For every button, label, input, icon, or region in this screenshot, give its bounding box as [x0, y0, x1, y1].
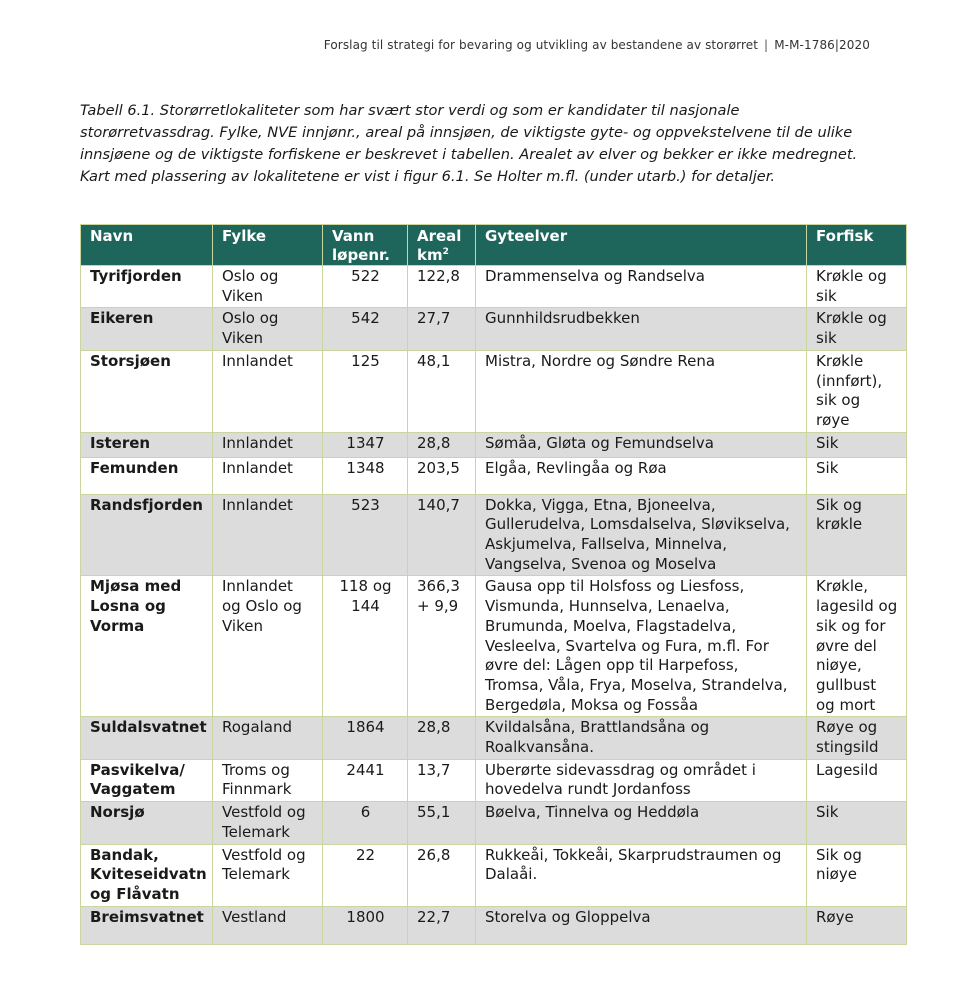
cell-navn: Tyrifjorden: [81, 266, 213, 308]
table-row: [81, 266, 907, 308]
header-navn: Navn: [81, 225, 213, 266]
cell-navn: Suldalsvatnet: [81, 717, 213, 759]
cell-forfisk: Sik: [807, 432, 907, 457]
header-areal-line1: Areal: [417, 227, 462, 245]
cell-forfisk: Sik og niøye: [807, 844, 907, 906]
table-header-row: [81, 225, 907, 266]
cell-vann: 118 og 144: [323, 576, 408, 717]
cell-areal: 28,8: [408, 432, 476, 457]
cell-forfisk: Sik: [807, 802, 907, 844]
cell-vann: 522: [323, 266, 408, 308]
table-caption: Tabell 6.1. Storørretlokaliteter som har svært stor verdi og som er kandidater til nasjonale storørretvassdrag. Fylke, NVE innjønr., areal på innsjøen, de viktigste gyte- og oppvekstelvene til de ulike innsjøene og de viktigste forfiskene er beskrevet i tabellen. Arealet av elver og bekker er ikke medregnet. Kart med plassering av lokalitetene er vist i figur 6.1. Se Holter m.fl. (under utarb.) for detaljer.: [80, 102, 858, 185]
cell-areal: 48,1: [408, 350, 476, 432]
cell-forfisk: Krøkle, lagesild og sik og for øvre del niøye, gullbust og mort: [807, 576, 907, 717]
header-areal-sup: 2: [442, 246, 449, 257]
cell-vann: 125: [323, 350, 408, 432]
header-fylke: Fylke: [213, 225, 323, 266]
cell-areal: 26,8: [408, 844, 476, 906]
table-row: [81, 759, 907, 801]
cell-gyteelver: Rukkeåi, Tokkeåi, Skarprudstraumen og Dalaåi.: [476, 844, 807, 906]
cell-areal: 203,5: [408, 457, 476, 494]
cell-fylke: Innlandet: [213, 350, 323, 432]
cell-forfisk: Krøkle og sik: [807, 266, 907, 308]
cell-fylke: Innlandet: [213, 432, 323, 457]
cell-vann: 523: [323, 494, 408, 576]
cell-areal: 28,8: [408, 717, 476, 759]
report-number: M-M-1786|2020: [774, 38, 870, 52]
cell-areal: 27,7: [408, 308, 476, 350]
table-row: [81, 906, 907, 944]
cell-areal: 13,7: [408, 759, 476, 801]
cell-fylke: Vestfold og Telemark: [213, 802, 323, 844]
cell-fylke: Vestland: [213, 906, 323, 944]
header-areal: [408, 225, 476, 266]
cell-areal: 55,1: [408, 802, 476, 844]
cell-gyteelver: Storelva og Gloppelva: [476, 906, 807, 944]
cell-navn: Isteren: [81, 432, 213, 457]
cell-fylke: Vestfold og Telemark: [213, 844, 323, 906]
cell-fylke: Innlandet: [213, 494, 323, 576]
cell-navn: Breimsvatnet: [81, 906, 213, 944]
cell-navn: Mjøsa med Losna og Vorma: [81, 576, 213, 717]
cell-forfisk: Sik: [807, 457, 907, 494]
cell-vann: 1800: [323, 906, 408, 944]
cell-vann: 1347: [323, 432, 408, 457]
cell-forfisk: Krøkle og sik: [807, 308, 907, 350]
cell-areal: 22,7: [408, 906, 476, 944]
cell-navn: Pasvikelva/ Vaggatem: [81, 759, 213, 801]
cell-navn: Bandak, Kviteseidvatn og Flåvatn: [81, 844, 213, 906]
cell-navn: Norsjø: [81, 802, 213, 844]
table-row: [81, 576, 907, 717]
cell-fylke: Oslo og Viken: [213, 308, 323, 350]
cell-gyteelver: Bøelva, Tinnelva og Heddøla: [476, 802, 807, 844]
cell-navn: Randsfjorden: [81, 494, 213, 576]
cell-navn: Femunden: [81, 457, 213, 494]
cell-gyteelver: Mistra, Nordre og Søndre Rena: [476, 350, 807, 432]
page-header: [324, 38, 870, 52]
cell-gyteelver: Elgåa, Revlingåa og Røa: [476, 457, 807, 494]
table-row: [81, 457, 907, 494]
cell-fylke: Rogaland: [213, 717, 323, 759]
cell-vann: 6: [323, 802, 408, 844]
table-row: [81, 308, 907, 350]
cell-navn: Eikeren: [81, 308, 213, 350]
header-vann-line1: Vann: [332, 227, 375, 245]
cell-gyteelver: Kvildalsåna, Brattlandsåna og Roalkvansåna.: [476, 717, 807, 759]
header-areal-line2: km: [417, 245, 443, 264]
cell-areal: 122,8: [408, 266, 476, 308]
cell-forfisk: Lagesild: [807, 759, 907, 801]
table-row: [81, 844, 907, 906]
header-separator: |: [764, 38, 769, 52]
cell-fylke: Troms og Finnmark: [213, 759, 323, 801]
cell-areal: 366,3 + 9,9: [408, 576, 476, 717]
cell-navn: Storsjøen: [81, 350, 213, 432]
cell-forfisk: Sik og krøkle: [807, 494, 907, 576]
cell-vann: 1864: [323, 717, 408, 759]
header-vann: [323, 225, 408, 266]
cell-vann: 2441: [323, 759, 408, 801]
cell-gyteelver: Sømåa, Gløta og Femundselva: [476, 432, 807, 457]
cell-vann: 22: [323, 844, 408, 906]
header-vann-line2: løpenr.: [332, 245, 390, 264]
table-row: [81, 432, 907, 457]
cell-forfisk: Røye og stingsild: [807, 717, 907, 759]
cell-fylke: Innlandet og Oslo og Viken: [213, 576, 323, 717]
cell-gyteelver: Gausa opp til Holsfoss og Liesfoss, Vismunda, Hunnselva, Lenaelva, Brumunda, Moelva, Flagstadelva, Vesleelva, Svartelva og Fura, m.fl. For øvre del: Lågen opp til Harpefoss, Tromsa, Våla, Frya, Moselva, Strandelva, Bergedøla, Moksa og Fossåa: [476, 576, 807, 717]
table-row: [81, 494, 907, 576]
cell-vann: 1348: [323, 457, 408, 494]
report-title: Forslag til strategi for bevaring og utvikling av bestandene av storørret: [323, 38, 759, 52]
table-row: [81, 802, 907, 844]
cell-areal: 140,7: [408, 494, 476, 576]
cell-fylke: Oslo og Viken: [213, 266, 323, 308]
cell-gyteelver: Dokka, Vigga, Etna, Bjoneelva, Gullerudelva, Lomsdalselva, Sløvikselva, Askjumelva, Fallselva, Minnelva, Vangselva, Svenoa og Moselva: [476, 494, 807, 576]
header-gyteelver: Gyteelver: [476, 225, 807, 266]
locality-table: [80, 224, 907, 945]
table-row: [81, 350, 907, 432]
cell-gyteelver: Drammenselva og Randselva: [476, 266, 807, 308]
header-forfisk: Forfisk: [807, 225, 907, 266]
table-row: [81, 717, 907, 759]
cell-gyteelver: Gunnhildsrudbekken: [476, 308, 807, 350]
cell-forfisk: Røye: [807, 906, 907, 944]
cell-gyteelver: Uberørte sidevassdrag og området i hovedelva rundt Jordanfoss: [476, 759, 807, 801]
cell-forfisk: Krøkle (innført), sik og røye: [807, 350, 907, 432]
cell-fylke: Innlandet: [213, 457, 323, 494]
cell-vann: 542: [323, 308, 408, 350]
